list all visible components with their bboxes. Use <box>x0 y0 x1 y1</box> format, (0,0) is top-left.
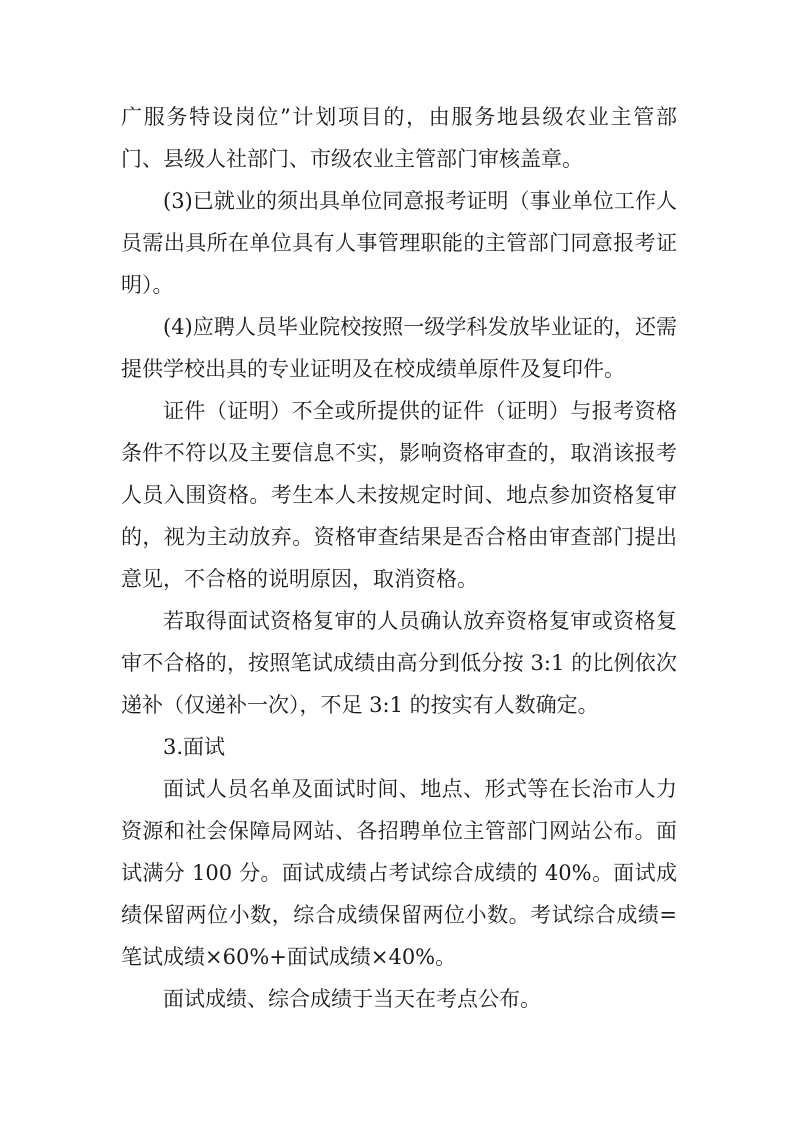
document-body <box>121 96 677 1020</box>
paragraph-item-3: (3)已就业的须出具单位同意报考证明（事业单位工作人员需出具所在单位具有人事管理职能的主管部门同意报考证明）。 <box>121 189 677 297</box>
section-heading-interview: 3.面试 <box>163 735 226 759</box>
paragraph-score-announcement: 面试成绩、综合成绩于当天在考点公布。 <box>163 987 541 1011</box>
paragraph-certificate-note: 证件（证明）不全或所提供的证件（证明）与报考资格条件不符以及主要信息不实，影响资格审查的，取消该报考人员入围资格。考生本人未按规定时间、地点参加资格复审的，视为主动放弃。资格审查结果是否合格由审查部门提出意见，不合格的说明原因，取消资格。 <box>121 399 677 591</box>
paragraph-replacement-rule: 若取得面试资格复审的人员确认放弃资格复审或资格复审不合格的，按照笔试成绩由高分到低分按 3:1 的比例依次递补（仅递补一次），不足 3:1 的按实有人数确定。 <box>121 609 677 717</box>
paragraph-continuation: 广服务特设岗位”计划项目的，由服务地县级农业主管部门、县级人社部门、市级农业主管部门审核盖章。 <box>121 105 677 171</box>
paragraph-item-4: (4)应聘人员毕业院校按照一级学科发放毕业证的，还需提供学校出具的专业证明及在校成绩单原件及复印件。 <box>121 315 677 381</box>
paragraph-interview-details: 面试人员名单及面试时间、地点、形式等在长治市人力资源和社会保障局网站、各招聘单位主管部门网站公布。面试满分 100 分。面试成绩占考试综合成绩的 40%。面试成绩保留两位小数，综合成绩保留两位小数。考试综合成绩=笔试成绩×60%+面试成绩×40%。 <box>121 777 677 969</box>
